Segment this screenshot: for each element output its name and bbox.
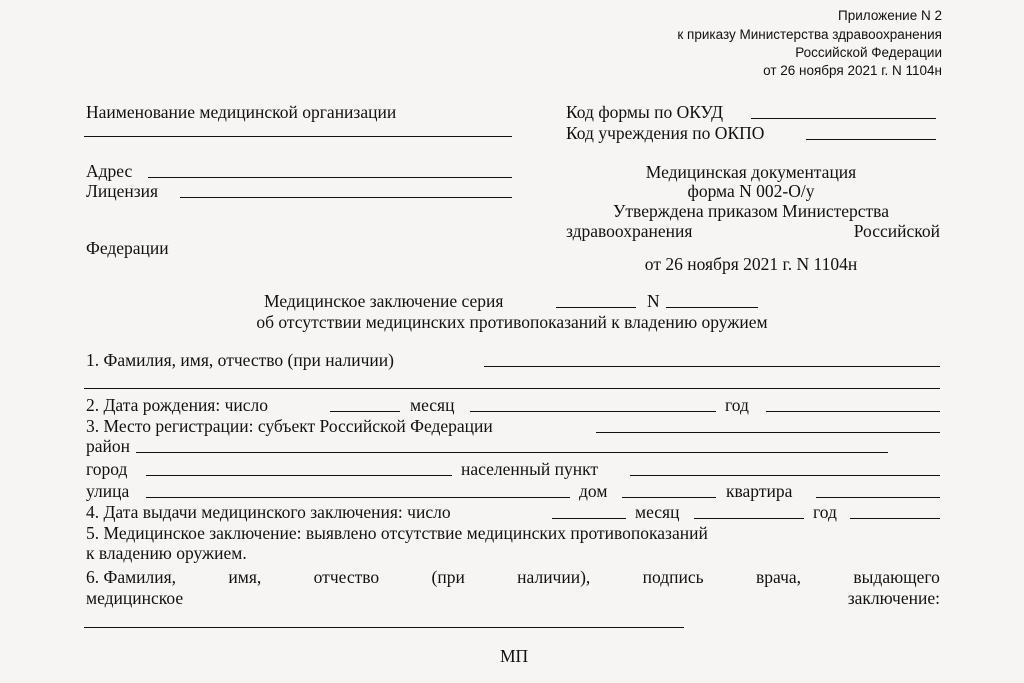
house-field[interactable] [622, 497, 716, 498]
street-field[interactable] [146, 497, 570, 498]
settlement-label: населенный пункт [461, 459, 599, 479]
doc-line-5: от 26 ноября 2021 г. N 1104н [644, 254, 858, 274]
city-label: город [86, 459, 128, 479]
doc-line-3: Утверждена приказом Министерства [613, 201, 889, 221]
series-field[interactable] [556, 307, 636, 308]
field-6-word-8: выдающего [853, 567, 940, 587]
issue-year-field[interactable] [850, 518, 940, 519]
region-field[interactable] [596, 432, 940, 433]
birth-year-label: год [725, 395, 749, 415]
field-6-word-7: врача, [756, 567, 802, 587]
apartment-field[interactable] [816, 497, 940, 498]
doc-line-4a: здравоохранения [566, 221, 693, 241]
full-name-field-2[interactable] [84, 388, 940, 389]
field-6-word-6: подпись [642, 567, 704, 587]
org-name-label: Наименование медицинской организации [86, 102, 397, 122]
appendix-line-1: Приложение N 2 [838, 8, 942, 23]
doc-line-4b: Российской [853, 221, 940, 241]
okpo-field[interactable] [806, 139, 936, 140]
issue-year-label: год [813, 502, 837, 522]
okud-field[interactable] [751, 118, 936, 119]
org-name-field[interactable] [84, 136, 512, 137]
okpo-label: Код учреждения по ОКПО [566, 123, 765, 143]
street-label: улица [86, 481, 130, 501]
field-6-line-1 [86, 569, 940, 587]
district-label: район [86, 436, 130, 456]
birth-month-label: месяц [410, 395, 455, 415]
appendix-line-4: от 26 ноября 2021 г. N 1104н [763, 63, 942, 78]
doc-line-2: форма N 002-О/у [687, 181, 815, 201]
apartment-label: квартира [726, 481, 793, 501]
field-6-line-2b: заключение: [847, 588, 940, 608]
field-6-word-2: имя, [228, 567, 262, 587]
house-label: дом [579, 481, 608, 501]
field-6-word-1: 6. Фамилия, [86, 567, 177, 587]
field-5-line-2: к владению оружием. [86, 543, 247, 563]
field-2-label: 2. Дата рождения: число [86, 395, 269, 415]
full-name-field[interactable] [484, 366, 940, 367]
issue-month-field[interactable] [694, 518, 804, 519]
settlement-field[interactable] [630, 475, 940, 476]
address-label: Адрес [86, 161, 133, 181]
birth-year-field[interactable] [766, 411, 940, 412]
birth-month-field[interactable] [470, 411, 716, 412]
field-1-label: 1. Фамилия, имя, отчество (при наличии) [86, 350, 394, 370]
federation-text: Федерации [86, 238, 169, 258]
field-6-word-4: (при [431, 567, 465, 587]
doctor-signature-field[interactable] [84, 627, 684, 628]
field-6-word-5: наличии), [517, 567, 591, 587]
appendix-line-3: Российской Федерации [795, 45, 942, 60]
issue-day-field[interactable] [552, 518, 626, 519]
license-label: Лицензия [86, 181, 159, 201]
title-n-label: N [647, 291, 660, 311]
issue-month-label: месяц [635, 502, 680, 522]
address-field[interactable] [148, 177, 512, 178]
field-4-label: 4. Дата выдачи медицинского заключения: число [86, 502, 451, 522]
title-line-1: Медицинское заключение серия [264, 291, 504, 311]
license-field[interactable] [180, 197, 512, 198]
doc-line-1: Медицинская документация [645, 162, 857, 182]
field-3-label: 3. Место регистрации: субъект Российской Федерации [86, 416, 493, 436]
title-line-2: об отсутствии медицинских противопоказаний к владению оружием [256, 312, 768, 332]
birth-day-field[interactable] [330, 411, 400, 412]
okud-label: Код формы по ОКУД [566, 102, 724, 122]
city-field[interactable] [146, 475, 452, 476]
field-6-word-3: отчество [313, 567, 380, 587]
field-6-line-2a: медицинское [86, 588, 184, 608]
stamp-label: МП [500, 646, 529, 666]
field-5-line-1: 5. Медицинское заключение: выявлено отсутствие медицинских противопоказаний [86, 523, 708, 543]
appendix-line-2: к приказу Министерства здравоохранения [677, 27, 942, 42]
district-field[interactable] [136, 452, 888, 453]
number-field[interactable] [666, 307, 758, 308]
